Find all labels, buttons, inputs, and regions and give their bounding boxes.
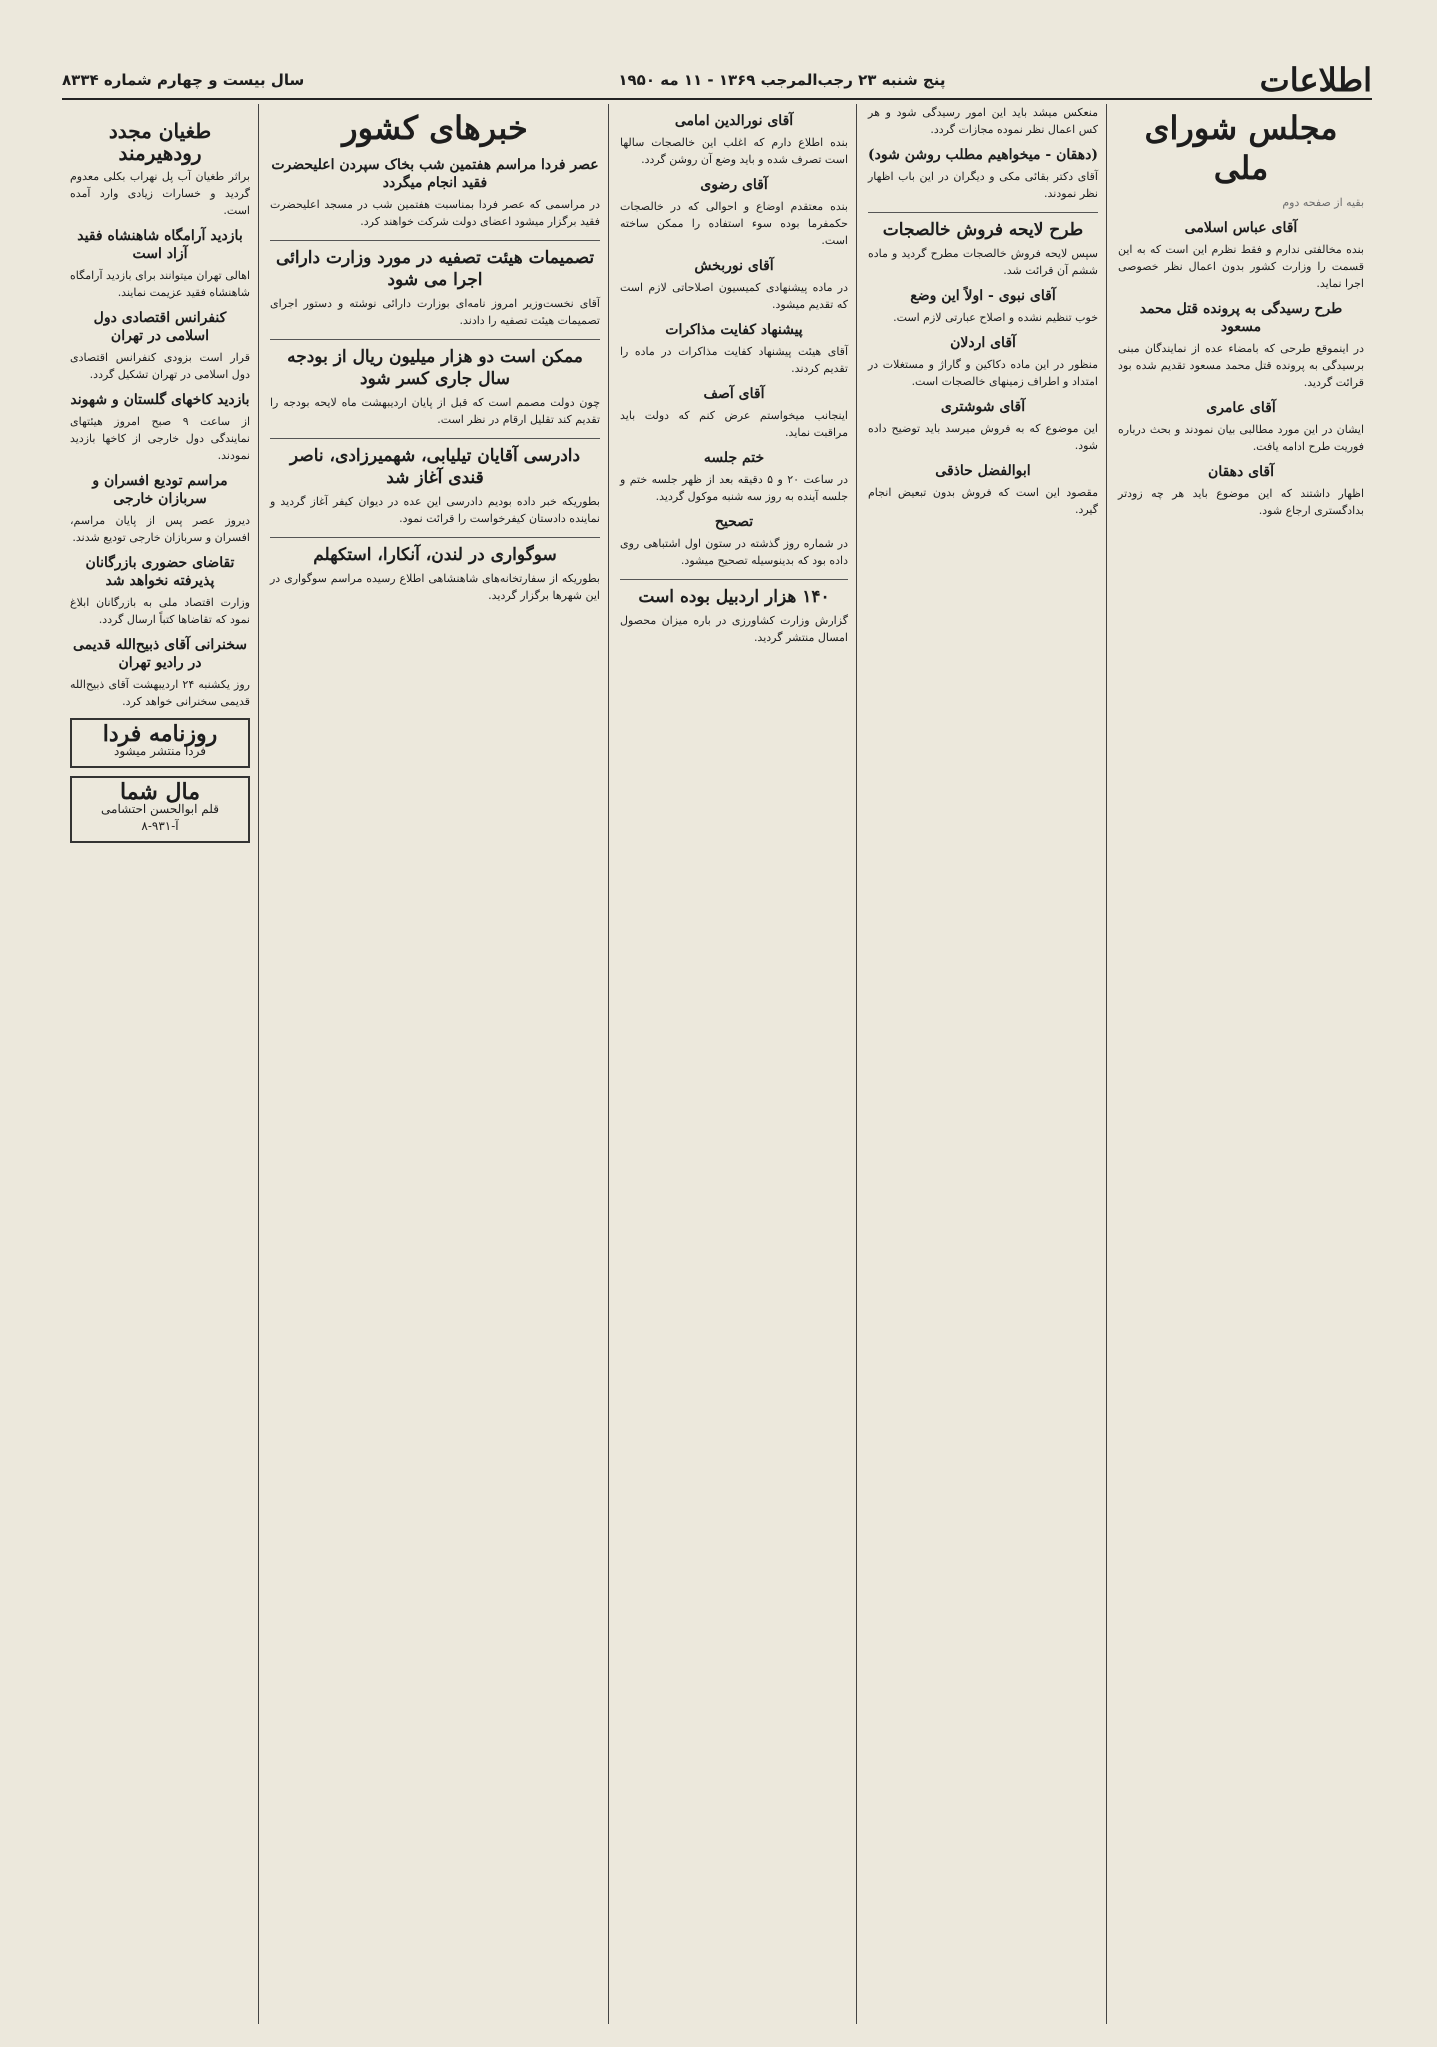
section-title: ۱۴۰ هزار اردبیل بوده است — [620, 579, 848, 608]
section-body: چون دولت مصمم است که قبل از پایان اردیبهشت ماه لایحه بودجه را تقدیم کند تقلیل ارقام در نظر است. — [270, 396, 600, 426]
column-parliament-continued — [860, 104, 1106, 2024]
section-title: کنفرانس اقتصادی دول اسلامی در تهران — [93, 310, 227, 344]
volume-line: سال بیست و چهارم شماره ۸۳۳۴ — [62, 71, 305, 89]
section-title: آقای رضوی — [700, 177, 768, 193]
section-body: بنده مخالفتی ندارم و فقط نظرم این است که به این قسمت را وزارت کشور بدون اعمال نظر خصوصی اجرا نماید. — [1118, 243, 1364, 290]
section-title: آقای شوشتری — [940, 399, 1026, 415]
section-title: پیشنهاد کفایت مذاکرات — [665, 322, 803, 338]
column-parliament — [1110, 104, 1372, 2024]
section-title: آقای عباس اسلامی — [1184, 220, 1298, 236]
section-title: آقای نورالدین امامی — [674, 113, 794, 129]
section-body: از ساعت ۹ صبح امروز هیئتهای نمایندگی دول خارجی از کاخها بازدید نمودند. — [70, 415, 251, 462]
section-body: اهالی تهران میتوانند برای بازدید آرامگاه شاهنشاه فقید عزیمت نمایند. — [70, 269, 250, 299]
section-body: در ساعت ۲۰ و ۵ دقیقه بعد از ظهر جلسه ختم و جلسه آینده به روز سه شنبه موکول گردید. — [620, 473, 848, 503]
section-title: تصمیمات هیئت تصفیه در مورد وزارت دارائی اجرا می شود — [270, 240, 600, 291]
headline-national-news: خبرهای کشور — [342, 109, 528, 147]
advert-subtitle: فردا منتشر میشود — [114, 744, 206, 758]
section-body: روز یکشنبه ۲۴ اردیبهشت آقای ذبیح‌الله قدیمی سخنرانی خواهد کرد. — [70, 678, 250, 708]
section-title: آقای اردلان — [950, 335, 1016, 351]
masthead — [62, 62, 1372, 100]
section-title: طرح لایحه فروش خالصجات — [868, 212, 1098, 241]
notice-code: آ-۹۳۱-۸ — [141, 819, 179, 833]
section-title: (دهقان - میخواهیم مطلب روشن شود) — [868, 147, 1098, 163]
notice-title: مال شما — [120, 779, 200, 805]
section-body: در اینموقع طرحی که بامضاء عده از نمایندگان مبنی برسیدگی به پرونده قتل محمد مسعود تقدیم شده بود قرائت گردید. — [1118, 342, 1364, 389]
section-body: آقای هیئت پیشنهاد کفایت مذاکرات در ماده را تقدیم کردند. — [620, 345, 848, 375]
section-title: دادرسی آقایان تیلیابی، شهمیرزادی، ناصر قندی آغاز شد — [270, 438, 600, 489]
section-body: بنده معتقدم اوضاع و احوالی که در خالصجات حکمفرما بوده سوء استفاده را ممکن ساخته است. — [620, 200, 848, 247]
section-body: منظور در این ماده دکاکین و گاراژ و مستغلات در امتداد و اطراف زمینهای خالصجات است. — [868, 358, 1098, 388]
section-title: طرح رسیدگی به پرونده قتل محمد مسعود — [1139, 301, 1343, 335]
column-divider — [1106, 104, 1107, 2024]
section-body: اظهار داشتند که این موضوع باید هر چه زودتر بدادگستری ارجاع شود. — [1118, 487, 1364, 517]
section-title: آقای دهقان — [1208, 464, 1274, 480]
section-title: آقای عامری — [1206, 400, 1276, 416]
section-body: وزارت اقتصاد ملی به بازرگانان ابلاغ نمود که تقاضاها کتباً ارسال گردد. — [70, 596, 250, 626]
section-body: براثر طغیان آب پل نهراب بکلی معدوم گردید و خسارات زیادی وارد آمده است. — [70, 170, 250, 217]
section-body: این موضوع که به فروش میرسد باید توضیح داده شود. — [868, 422, 1098, 452]
column-national-news — [262, 104, 608, 2024]
headline-parliament: مجلس شورای ملی — [1144, 109, 1338, 187]
column-speeches — [612, 104, 856, 2024]
section-body: گزارش وزارت کشاورزی در باره میزان محصول امسال منتشر گردید. — [620, 614, 848, 644]
section-body: در ماده پیشنهادی کمیسیون اصلاحاتی لازم است که تقدیم میشود. — [620, 281, 848, 311]
section-body: منعکس میشد باید این امور رسیدگی شود و هر کس اعمال نظر نموده مجازات گردد. — [868, 106, 1098, 136]
section-body: بنده اطلاع دارم که اغلب این خالصجات سالها است تصرف شده و باید وضع آن روشن گردد. — [620, 136, 848, 166]
section-title: بازدید کاخهای گلستان و شهوند — [70, 392, 250, 408]
column-divider — [608, 104, 609, 2024]
section-title: طغیان مجدد رودهیرمند — [108, 119, 212, 165]
column-divider — [856, 104, 857, 2024]
section-body: ایشان در این مورد مطالبی بیان نمودند و بحث درباره فوریت طرح ادامه یافت. — [1118, 423, 1364, 453]
section-title: مراسم تودیع افسران و سربازان خارجی — [92, 473, 228, 507]
section-body: دیروز عصر پس از پایان مراسم، افسران و سربازان خارجی تودیع شدند. — [70, 514, 250, 544]
section-title: ختم جلسه — [703, 450, 765, 466]
section-body: در شماره روز گذشته در ستون اول اشتباهی روی داده بود که بدینوسیله تصحیح میشود. — [620, 537, 848, 567]
section-title: تقاضای حضوری بازرگانان پذیرفته نخواهد شد — [85, 555, 235, 589]
section-body: در مراسمی که عصر فردا بمناسبت هفتمین شب در مسجد اعلیحضرت فقید برگزار میشود اعضای دولت شرکت خواهند کرد. — [270, 198, 600, 228]
section-title: آقای نوربخش — [694, 258, 774, 274]
section-body: سپس لایحه فروش خالصجات مطرح گردید و ماده ششم آن قرائت شد. — [868, 247, 1098, 277]
section-title: سخنرانی آقای ذبیح‌الله قدیمی در رادیو تهران — [73, 637, 247, 671]
section-body: آقای دکتر بقائی مکی و دیگران در این باب اظهار نظر نمودند. — [868, 170, 1098, 200]
paper-name: اطلاعات — [1259, 61, 1372, 99]
advert-farda — [70, 718, 250, 768]
column-divider — [258, 104, 259, 2024]
section-title: ابوالفضل حاذقی — [935, 463, 1031, 479]
section-body: مقصود این است که فروش بدون تبعیض انجام گیرد. — [868, 486, 1098, 516]
notice-author: قلم ابوالحسن احتشامی — [101, 802, 219, 816]
section-body: بطوریکه خبر داده بودیم دادرسی این عده در دیوان کیفر آغاز گردید و نماینده دادستان کیفرخواست را قرائت نمود. — [270, 495, 600, 525]
section-body: اینجانب میخواستم عرض کنم که دولت باید مراقبت نماید. — [620, 409, 848, 439]
section-title: عصر فردا مراسم هفتمین شب بخاک سپردن اعلیحضرت فقید انجام میگردد — [271, 157, 599, 191]
date-line: پنج شنبه ۲۳ رجب‌المرجب ۱۳۶۹ - ۱۱ مه ۱۹۵۰ — [618, 71, 946, 89]
section-title: آقای نبوی - اولاً این وضع — [910, 288, 1056, 304]
kicker: بقیه از صفحه دوم — [1282, 196, 1364, 209]
notice-box — [70, 776, 250, 843]
section-body: قرار است بزودی کنفرانس اقتصادی دول اسلامی در تهران تشکیل گردد. — [70, 351, 250, 381]
section-body: آقای نخست‌وزیر امروز نامه‌ای بوزارت دارائی نوشته و دستور اجرای تصمیمات هیئت تصفیه را دادند. — [270, 297, 600, 327]
section-title: ممکن است دو هزار میلیون ریال از بودجه سال جاری کسر شود — [270, 339, 600, 390]
section-title: آقای آصف — [703, 386, 765, 402]
advert-title: روزنامه فردا — [102, 721, 218, 747]
column-briefs — [62, 104, 258, 2024]
section-title: سوگواری در لندن، آنکارا، استکهلم — [270, 537, 600, 566]
section-title: تصحیح — [714, 514, 754, 530]
section-body: خوب تنظیم نشده و اصلاح عبارتی لازم است. — [893, 311, 1098, 324]
section-title: بازدید آرامگاه شاهنشاه فقید آزاد است — [77, 228, 243, 262]
section-body: بطوریکه از سفارتخانه‌های شاهنشاهی اطلاع رسیده مراسم سوگواری در این شهرها برگزار گردید. — [270, 572, 600, 602]
